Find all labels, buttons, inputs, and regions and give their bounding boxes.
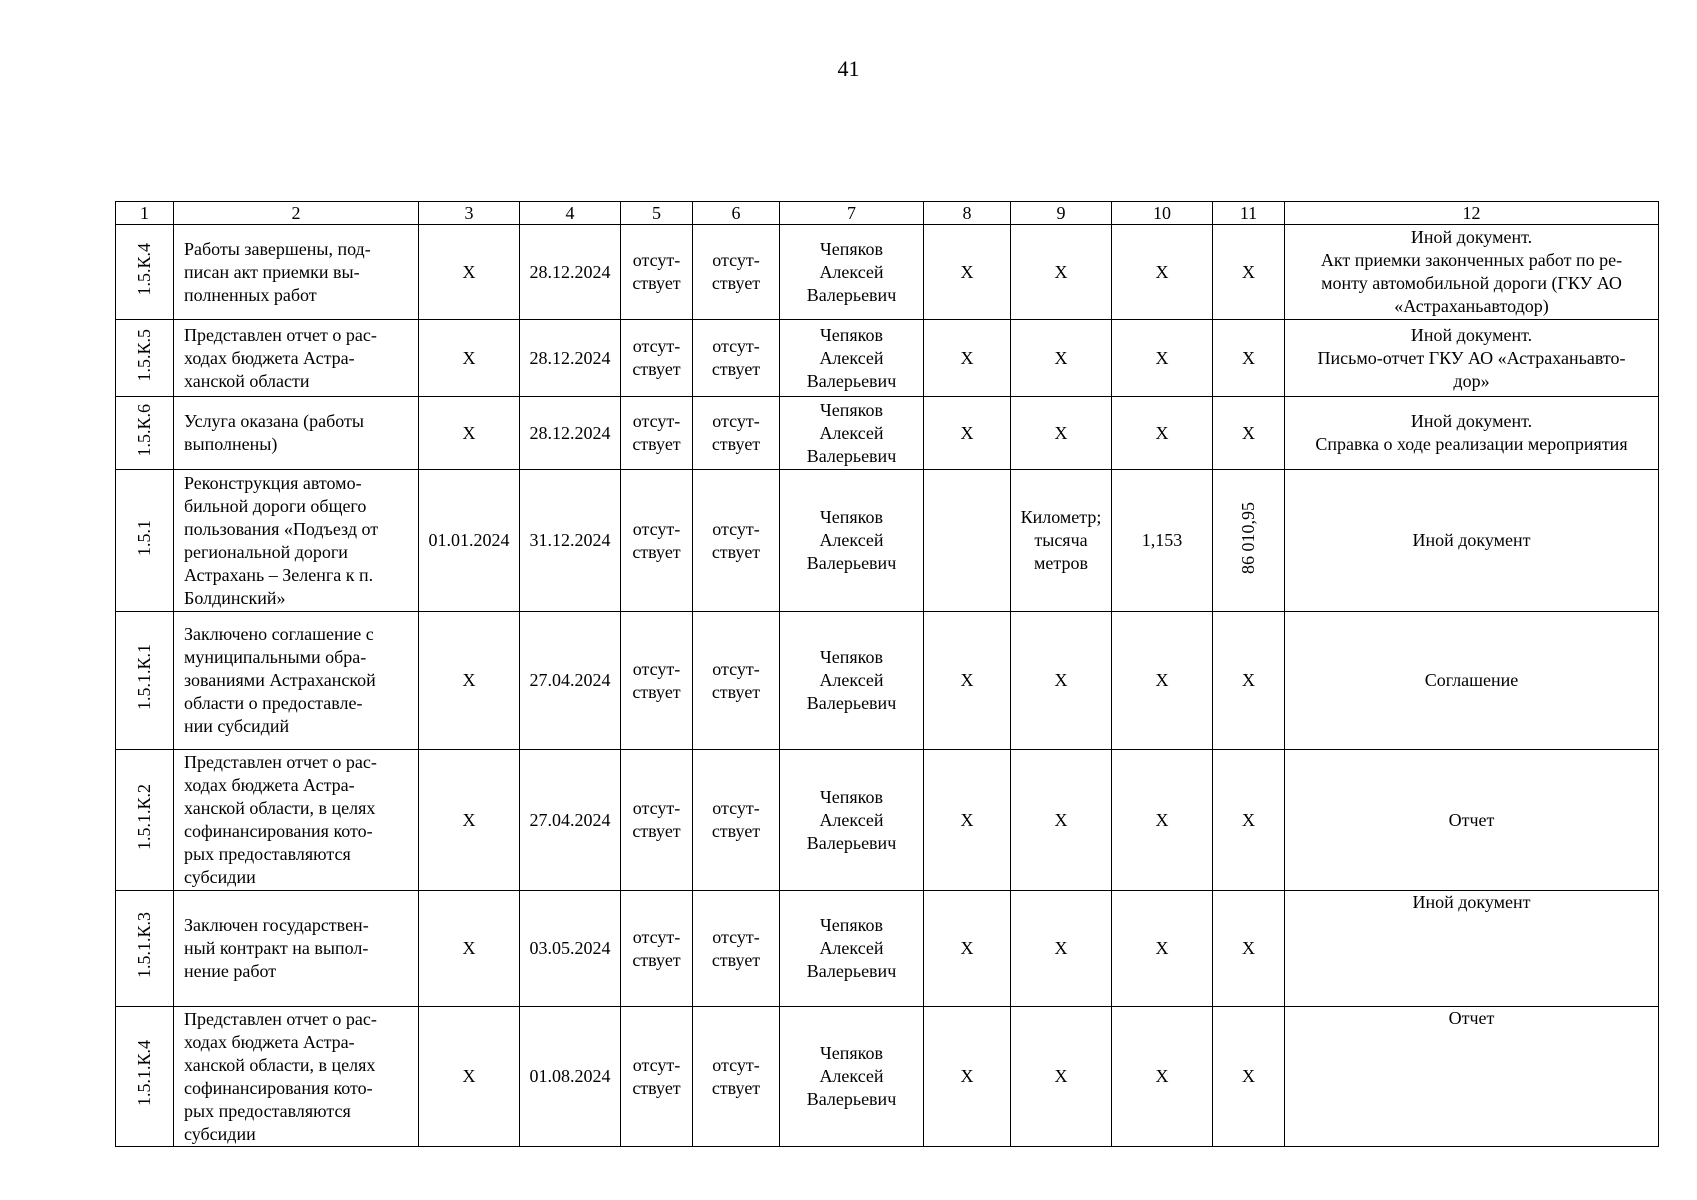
table-row: [116, 397, 1659, 470]
header-row: [116, 202, 1659, 225]
header-cell-12: 12: [1285, 202, 1659, 225]
cell-start-date: X: [419, 750, 520, 891]
cell-end-date: 31.12.2024: [520, 470, 621, 612]
row-code: 1.5.К.4: [134, 242, 154, 296]
cell-value: X: [1112, 891, 1213, 1007]
cell-col-8: X: [924, 225, 1011, 320]
cell-start-date: X: [419, 612, 520, 750]
cell-end-date: 27.04.2024: [520, 612, 621, 750]
row-code: 1.5.1: [134, 519, 154, 556]
cell-responsible: Чепяков Алексей Валерьевич: [780, 891, 924, 1007]
cell-document: Иной документ. Акт приемки законченных работ по ре- монту автомобильной дороги (ГКУ АО «Астраханьавтодор): [1285, 225, 1659, 320]
header-cell-6: 6: [693, 202, 780, 225]
cell-end-date: 28.12.2024: [520, 225, 621, 320]
cell-value: 1,153: [1112, 470, 1213, 612]
cell-responsible: Чепяков Алексей Валерьевич: [780, 320, 924, 397]
row-code: 1.5.К.5: [134, 328, 154, 382]
cell-col-8: X: [924, 891, 1011, 1007]
cell-amount: X: [1213, 612, 1285, 750]
cell-col-8: [924, 470, 1011, 612]
cell-document: Отчет: [1285, 750, 1659, 891]
header-cell-2: 2: [174, 202, 419, 225]
table-row: [116, 1007, 1659, 1147]
header-cell-10: 10: [1112, 202, 1213, 225]
cell-responsible: Чепяков Алексей Валерьевич: [780, 470, 924, 612]
cell-name: Реконструкция автомо- бильной дороги общего пользования «Подъезд от региональной дороги Астрахань – Зеленга к п. Болдинский»: [174, 470, 419, 612]
cell-amount: X: [1213, 225, 1285, 320]
cell-col-6: отсут- ствует: [693, 397, 780, 470]
page-number: 41: [837, 56, 860, 81]
cell-document: Иной документ: [1285, 891, 1659, 1007]
cell-amount: X: [1213, 397, 1285, 470]
cell-unit: X: [1011, 1007, 1112, 1147]
cell-document: Иной документ: [1285, 470, 1659, 612]
cell-col-6: отсут- ствует: [693, 891, 780, 1007]
header-cell-7: 7: [780, 202, 924, 225]
cell-amount: X: [1213, 1007, 1285, 1147]
table-row: [116, 612, 1659, 750]
cell-document: Отчет: [1285, 1007, 1659, 1147]
cell-col-6: отсут- ствует: [693, 470, 780, 612]
cell-responsible: Чепяков Алексей Валерьевич: [780, 750, 924, 891]
cell-name: Представлен отчет о рас- ходах бюджета Астра- ханской области: [174, 320, 419, 397]
cell-code: [116, 397, 174, 470]
cell-value: X: [1112, 397, 1213, 470]
cell-name: Услуга оказана (работы выполнены): [174, 397, 419, 470]
cell-col-5: отсут- ствует: [621, 1007, 693, 1147]
cell-col-5: отсут- ствует: [621, 750, 693, 891]
cell-start-date: X: [419, 891, 520, 1007]
table-row: [116, 320, 1659, 397]
cell-code: [116, 320, 174, 397]
table-row: [116, 891, 1659, 1007]
amount-value: 86 010,95: [1238, 501, 1258, 574]
cell-amount: X: [1213, 891, 1285, 1007]
row-code: 1.5.К.6: [134, 403, 154, 457]
cell-value: X: [1112, 320, 1213, 397]
cell-end-date: 27.04.2024: [520, 750, 621, 891]
header-cell-5: 5: [621, 202, 693, 225]
cell-start-date: X: [419, 225, 520, 320]
cell-col-6: отсут- ствует: [693, 320, 780, 397]
cell-unit: X: [1011, 320, 1112, 397]
cell-col-6: отсут- ствует: [693, 1007, 780, 1147]
cell-document: Иной документ. Справка о ходе реализации мероприятия: [1285, 397, 1659, 470]
cell-name: Заключено соглашение с муниципальными обра- зованиями Астраханской области о предоставле- нии субсидий: [174, 612, 419, 750]
cell-end-date: 28.12.2024: [520, 397, 621, 470]
cell-col-6: отсут- ствует: [693, 750, 780, 891]
row-code: 1.5.1.К.1: [134, 644, 154, 711]
cell-responsible: Чепяков Алексей Валерьевич: [780, 225, 924, 320]
cell-col-8: X: [924, 1007, 1011, 1147]
cell-responsible: Чепяков Алексей Валерьевич: [780, 1007, 924, 1147]
cell-code: [116, 470, 174, 612]
cell-value: X: [1112, 1007, 1213, 1147]
cell-code: [116, 1007, 174, 1147]
header-cell-11: 11: [1213, 202, 1285, 225]
cell-code: [116, 750, 174, 891]
cell-document: Соглашение: [1285, 612, 1659, 750]
cell-value: X: [1112, 225, 1213, 320]
cell-code: [116, 225, 174, 320]
header-cell-9: 9: [1011, 202, 1112, 225]
cell-name: Представлен отчет о рас- ходах бюджета Астра- ханской области, в целях софинансирования кото- рых предоставляются субсидии: [174, 1007, 419, 1147]
cell-unit: X: [1011, 612, 1112, 750]
cell-value: X: [1112, 750, 1213, 891]
results-table: [115, 201, 1659, 1147]
cell-start-date: X: [419, 1007, 520, 1147]
table-row: [116, 225, 1659, 320]
row-code: 1.5.1.К.3: [134, 912, 154, 979]
cell-start-date: X: [419, 320, 520, 397]
cell-end-date: 28.12.2024: [520, 320, 621, 397]
cell-col-5: отсут- ствует: [621, 397, 693, 470]
cell-unit: X: [1011, 225, 1112, 320]
cell-name: Заключен государствен- ный контракт на выпол- нение работ: [174, 891, 419, 1007]
cell-end-date: 01.08.2024: [520, 1007, 621, 1147]
cell-start-date: 01.01.2024: [419, 470, 520, 612]
header-cell-3: 3: [419, 202, 520, 225]
cell-amount: X: [1213, 750, 1285, 891]
cell-col-6: отсут- ствует: [693, 225, 780, 320]
header-cell-4: 4: [520, 202, 621, 225]
header-cell-8: 8: [924, 202, 1011, 225]
header-cell-1: 1: [116, 202, 174, 225]
cell-document: Иной документ. Письмо-отчет ГКУ АО «Астраханьавто- дор»: [1285, 320, 1659, 397]
cell-col-5: отсут- ствует: [621, 225, 693, 320]
cell-col-5: отсут- ствует: [621, 612, 693, 750]
cell-name: Представлен отчет о рас- ходах бюджета Астра- ханской области, в целях софинансирования кото- рых предоставляются субсидии: [174, 750, 419, 891]
cell-col-5: отсут- ствует: [621, 891, 693, 1007]
cell-col-8: X: [924, 320, 1011, 397]
cell-start-date: X: [419, 397, 520, 470]
cell-col-5: отсут- ствует: [621, 320, 693, 397]
cell-value: X: [1112, 612, 1213, 750]
cell-col-8: X: [924, 750, 1011, 891]
cell-code: [116, 612, 174, 750]
cell-code: [116, 891, 174, 1007]
row-code: 1.5.1.К.2: [134, 783, 154, 850]
cell-col-5: отсут- ствует: [621, 470, 693, 612]
cell-col-6: отсут- ствует: [693, 612, 780, 750]
cell-name: Работы завершены, под- писан акт приемки вы- полненных работ: [174, 225, 419, 320]
table-row: [116, 470, 1659, 612]
cell-amount: [1213, 470, 1285, 612]
row-code: 1.5.1.К.4: [134, 1040, 154, 1107]
cell-amount: X: [1213, 320, 1285, 397]
cell-unit: X: [1011, 750, 1112, 891]
table-row: [116, 750, 1659, 891]
cell-unit: Километр; тысяча метров: [1011, 470, 1112, 612]
cell-unit: X: [1011, 397, 1112, 470]
table-body: [116, 202, 1659, 1147]
cell-responsible: Чепяков Алексей Валерьевич: [780, 397, 924, 470]
cell-col-8: X: [924, 397, 1011, 470]
cell-responsible: Чепяков Алексей Валерьевич: [780, 612, 924, 750]
cell-unit: X: [1011, 891, 1112, 1007]
cell-col-8: X: [924, 612, 1011, 750]
cell-end-date: 03.05.2024: [520, 891, 621, 1007]
